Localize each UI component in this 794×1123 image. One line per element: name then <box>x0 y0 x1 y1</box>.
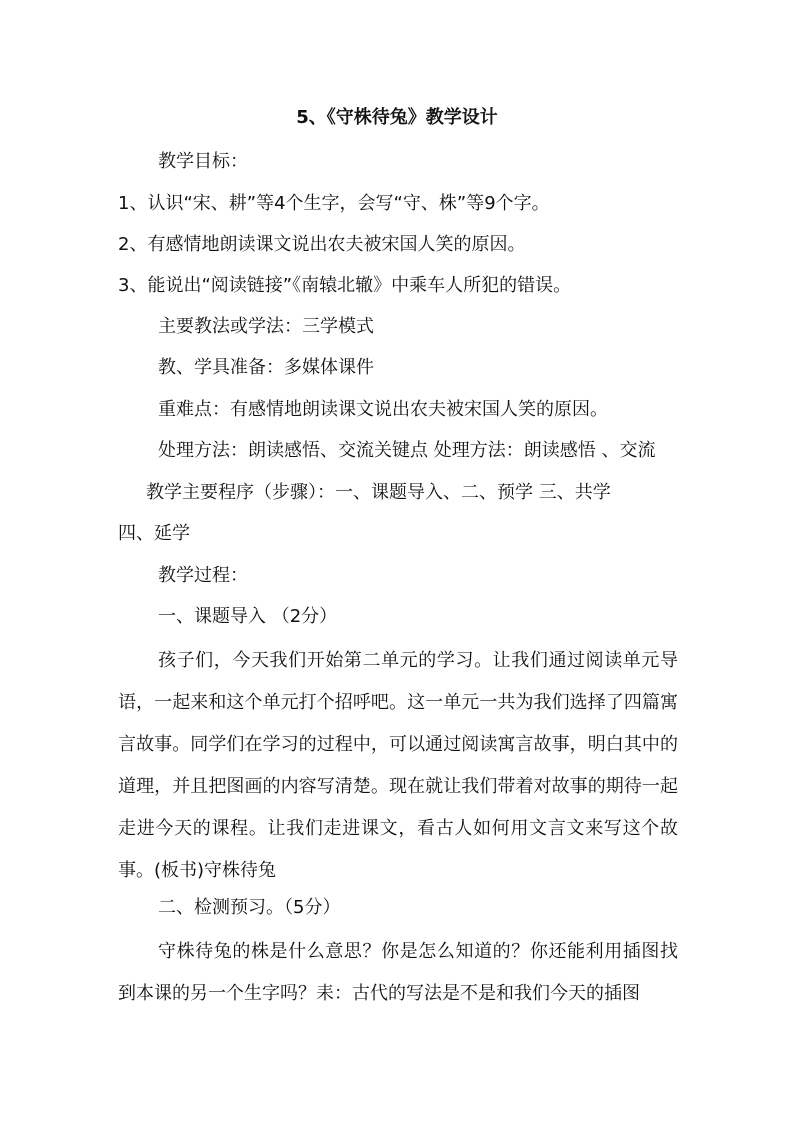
objectives-heading: 教学目标： <box>158 151 248 172</box>
procedure-line-2: 四、延学 <box>118 523 190 544</box>
teaching-tools: 教、学具准备：多媒体课件 <box>158 357 374 378</box>
document-title: 5、《守株待兔》教学设计 <box>296 107 498 128</box>
objective-item-3: 3、能说出“阅读链接”《南辕北辙》中乘车人所犯的错误。 <box>118 275 572 296</box>
handling-method: 处理方法：朗读感悟、交流关键点 处理方法：朗读感悟 、交流 <box>158 440 656 461</box>
key-points: 重难点：有感情地朗读课文说出农夫被宋国人笑的原因。 <box>158 399 608 420</box>
section-1-text: 孩子们，今天我们开始第二单元的学习。让我们通过阅读单元导语，一起来和这个单元打个招呼吧。这一单元一共为我们选择了四篇寓言故事。同学们在学习的过程中，可以通过阅读寓言故事，明白其中的道理，并且把图画的内容写清楚。现在就让我们带着对故事的期待一起走进今天的课程。让我们走进课文，看古人如何用文言文来写这个故事。(板书)守株待兔 <box>118 650 678 881</box>
objective-item-2: 2、有感情地朗读课文说出农夫被宋国人笑的原因。 <box>118 234 526 255</box>
section-1-heading: 一、课题导入 （2分） <box>158 606 338 627</box>
procedure-line-1: 教学主要程序（步骤）：一、课题导入、二、预学 三、共学 <box>146 482 611 503</box>
section-2-text: 守株待兔的株是什么意思？你是怎么知道的？你还能利用插图找到本课的另一个生字吗？耒：古代的写法是不是和我们今天的插图 <box>118 941 678 1004</box>
objective-item-1: 1、认识“宋、耕”等4个生字，会写“守、株”等9个字。 <box>118 193 550 214</box>
teaching-method: 主要教法或学法：三学模式 <box>158 316 374 337</box>
section-2-heading: 二、检测预习。（5分） <box>158 897 341 918</box>
process-heading: 教学过程： <box>158 565 248 586</box>
